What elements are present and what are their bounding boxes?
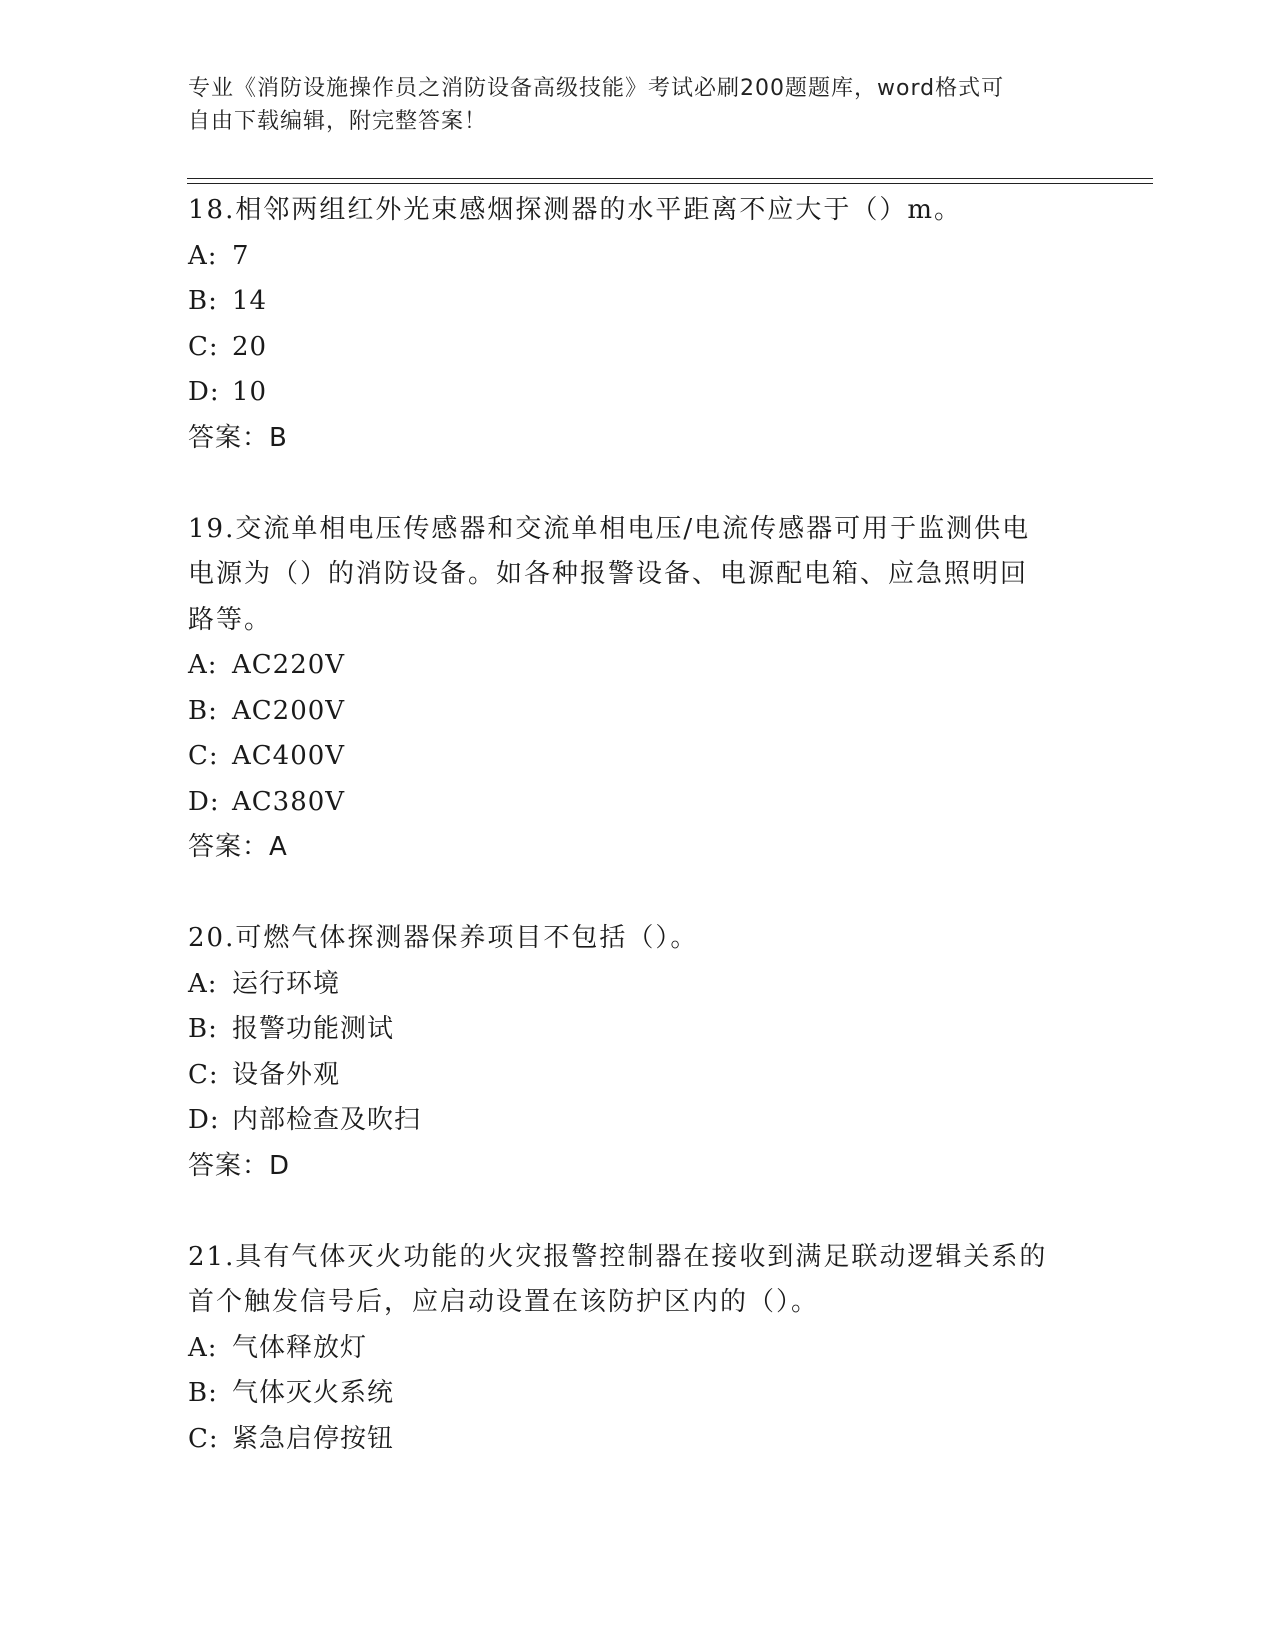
option-label: B: [188,286,218,316]
option-text: 14 [232,286,268,316]
option-label: B: [188,1014,218,1044]
option-text: AC200V [232,695,346,726]
option-text: 气体灭火系统 [232,1378,395,1408]
option-text: 报警功能测试 [232,1014,395,1044]
option-text: AC220V [232,650,346,680]
option-c [188,734,1088,780]
option-label: D: [188,1105,220,1135]
answer-line: 答案：B [188,422,288,453]
option-label: D: [188,377,220,407]
option-b [188,1371,1088,1417]
document-header [188,72,1068,138]
option-text: 设备外观 [232,1059,341,1090]
option-label: A: [188,1332,218,1363]
option-d [188,780,1088,826]
answer-line: 答案：A [188,832,288,862]
question-text: 首个触发信号后，应启动设置在该防护区内的（）。 [188,1287,820,1317]
question-20 [188,916,1088,1189]
option-text: AC400V [232,741,346,771]
answer-line: 答案：D [188,1150,291,1181]
option-text: 运行环境 [232,968,341,999]
question-18 [188,188,1088,461]
option-label: C: [188,1059,219,1090]
header-line-2: 自由下载编辑，附完整答案！ [188,109,488,134]
option-label: A: [188,968,218,999]
option-text: 10 [232,377,268,407]
option-label: C: [188,1423,219,1454]
option-label: A: [188,240,218,271]
question-list [188,188,1088,1462]
question-text: 21.具有气体灭火功能的火灾报警控制器在接收到满足联动逻辑关系的 [188,1241,1048,1272]
question-text: 18.相邻两组红外光束感烟探测器的水平距离不应大于（）m。 [188,195,963,225]
option-d [188,1098,1088,1144]
option-label: A: [188,650,218,680]
option-text: 7 [232,240,250,271]
header-divider-bottom [187,183,1153,184]
option-c [188,325,1088,371]
option-b [188,689,1088,735]
question-19 [188,507,1088,871]
header-divider-top [187,178,1153,179]
option-d [188,370,1088,416]
option-a [188,962,1088,1008]
option-text: 内部检查及吹扫 [232,1105,422,1135]
option-label: C: [188,331,219,362]
spacer [188,871,1088,917]
header-line-1: 专业《消防设施操作员之消防设备高级技能》考试必刷200题题库，word格式可 [188,76,1005,101]
option-text: 20 [232,331,268,362]
option-text: 气体释放灯 [232,1332,368,1363]
option-label: B: [188,695,218,726]
option-c [188,1053,1088,1099]
question-text: 19.交流单相电压传感器和交流单相电压/电流传感器可用于监测供电 [188,513,1031,544]
option-text: 紧急启停按钮 [232,1423,395,1454]
option-a [188,234,1088,280]
question-text: 电源为（）的消防设备。如各种报警设备、电源配电箱、应急照明回 [188,559,1029,589]
question-21 [188,1235,1088,1463]
option-label: C: [188,741,219,771]
spacer [188,1189,1088,1235]
option-a [188,643,1088,689]
spacer [188,461,1088,507]
option-a [188,1326,1088,1372]
question-text: 路等。 [188,604,273,635]
option-b [188,1007,1088,1053]
question-text: 20.可燃气体探测器保养项目不包括（）。 [188,923,699,953]
option-b [188,279,1088,325]
option-label: B: [188,1378,218,1408]
option-label: D: [188,786,220,817]
option-text: AC380V [232,786,346,817]
option-c [188,1417,1088,1463]
